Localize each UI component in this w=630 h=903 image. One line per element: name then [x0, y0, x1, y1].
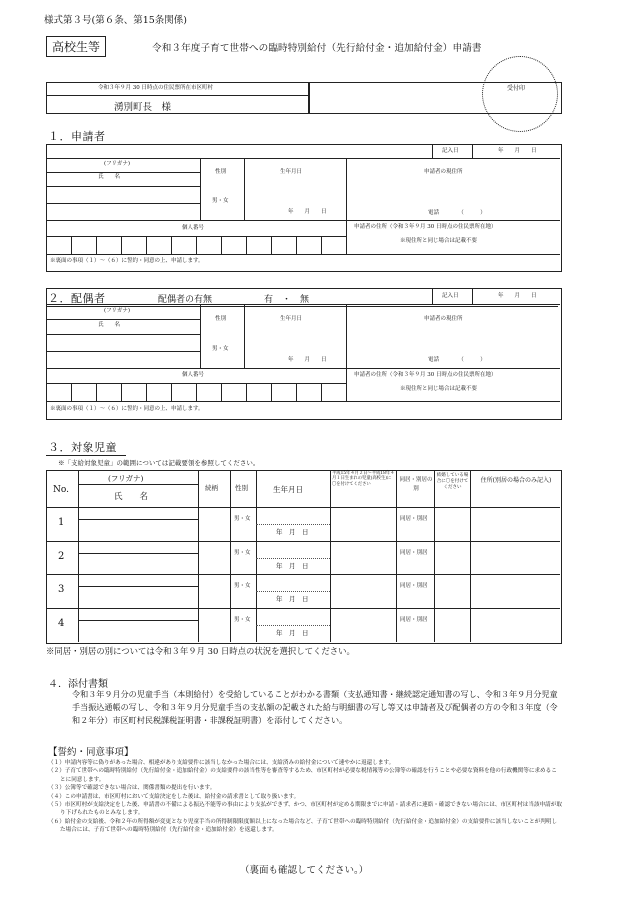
s2-consent: ※裏面の事項（１）～（６）に誓約・同意の上、申請します。 [50, 406, 204, 412]
s2-sex-label: 性別 [215, 316, 227, 322]
child-birth-divider [256, 591, 330, 593]
s2-furigana: (フリガナ) [104, 308, 131, 314]
digit-cell-divider [246, 383, 247, 401]
pledge-item: （３）公簿等で確認できない場合は、関係書類の提出を行います。 [48, 785, 216, 792]
col-cohab: 同居・別居の別 [399, 477, 433, 492]
s2-address-label: 申請者の現住所 [424, 316, 463, 322]
form-title: 令和３年度子育て世帯への臨時特別給付（先行給付金・追加給付金）申請書 [152, 43, 482, 54]
child-cohab-choice[interactable]: 同居・別居 [400, 583, 428, 589]
s2-sex-choice: 男・女 [212, 346, 229, 352]
child-birth-divider [256, 524, 330, 526]
digit-cell-divider [296, 383, 297, 401]
child-birth-value: 年 月 日 [276, 561, 309, 570]
col-sex: 性別 [235, 484, 248, 492]
digit-cell-divider [71, 383, 72, 401]
digit-cell-divider [96, 236, 97, 254]
pledge-item: （５）市区町村が支給決定をした後、申請書の不備による振込不能等の事由により支払ができず、かつ、市区町村が定める期限までに申請・請求者に連絡・確認できない場合には、市区町村は当該申請が取り下げられたものとみなします。 [48, 801, 562, 817]
digit-cell-divider [171, 236, 172, 254]
section1-heading: １．申請者 [48, 130, 106, 143]
pledge-list [48, 759, 562, 835]
digit-cell-divider [96, 383, 97, 401]
digit-cell-divider [271, 383, 272, 401]
child-sex-choice[interactable]: 男・女 [234, 516, 251, 522]
child-birth-divider [256, 625, 330, 627]
s3-note: ※「支給対象児童」の範囲については記載要領を参照してください。 [58, 459, 260, 467]
s1-sex-choice: 男・女 [212, 198, 229, 204]
s1-consent: ※裏面の事項（１）～（６）に誓約・同意の上、申請します。 [50, 258, 204, 264]
s1-individual-no-cells[interactable] [46, 236, 346, 254]
section4-heading: ４．添付書類 [48, 679, 108, 690]
digit-cell-divider [196, 383, 197, 401]
s2-birth-label: 生年月日 [280, 316, 303, 322]
digit-cell-divider [221, 383, 222, 401]
col-furigana: (フリガナ) [108, 474, 144, 483]
child-birth-value: 年 月 日 [276, 595, 309, 603]
form-number: 様式第３号(第６条、第15条関係) [44, 15, 188, 26]
digit-cell-divider [221, 236, 222, 254]
section3-heading: ３．対象児童 [48, 441, 117, 454]
digit-cell-divider [121, 236, 122, 254]
digit-cell-divider [121, 383, 122, 401]
pledge-item: （２）子育て世帯への臨時特別給付（先行給付金・追加給付金）の支給要件の該当性等を審査等するため、市区町村が必要な税情報等の公簿等の確認を行うことや必要な資料を他の行政機関等に求めることに同意します。 [48, 768, 557, 783]
s2-name-label: 氏 名 [98, 322, 121, 328]
s1-birth-value: 年 月 日 [288, 209, 327, 215]
s1-entry-date-value: 年 月 日 [498, 148, 537, 154]
child-row-number: 2 [58, 550, 65, 562]
s4-body: 令和３年９月分の児童手当（本則給付）を受給していることがわかる書類（支払通知書・継続認定通知書の写し、令和３年９月分児童手当振込通帳の写し、令和３年９月分児童手当の支払額の記載された給与明細書の写し等又は申請者及び配偶者の方の令和３年度（令和２年分）市区町村民税課税証明書・非課税証明書）を添付してください。 [72, 689, 558, 725]
addressee: 湧別町長 様 [114, 102, 172, 113]
digit-cell-divider [71, 236, 72, 254]
footer-note: （裏面も確認してください。） [240, 865, 369, 876]
s2-reg-note: ※現住所と同じ場合は記載不要 [400, 386, 478, 392]
digit-cell-divider [146, 236, 147, 254]
pledge-item: （６）給付金の支給後、令和２年の所得額が変更となり児童手当の所得制限限度額以上になった場合など、子育て世帯への臨時特別給付（先行給付金・追加給付金）の支給要件に該当しないことが判明した場合には、子育て世帯への臨時特別給付（先行給付金・追加給付金）を返還します。 [48, 818, 558, 834]
municipality-blank [308, 82, 562, 114]
s2-individual-no-cells[interactable] [46, 383, 346, 401]
digit-cell-divider [321, 236, 322, 254]
s1-phone: 電話 （ ） [428, 210, 486, 216]
stamp-label: 受付印 [507, 85, 526, 92]
col-benefit: 結婚している場合に〇を付けてください [436, 473, 469, 490]
child-sex-choice[interactable]: 男・女 [234, 616, 251, 623]
pledge-item: （１）申請内容等に偽りがあった場合、相違があり支給要件に該当しなかった場合には、支給済みの給付金について速やかに返還します。 [48, 760, 395, 766]
spouse-question: 配偶者の有無 [158, 295, 213, 305]
s2-phone: 電話 （ ） [428, 357, 486, 363]
pledge-item: （４）この申請書は、市区町村において支給決定をした後は、給付金の請求書として取り扱います。 [48, 793, 300, 800]
digit-cell-divider [246, 236, 247, 254]
digit-cell-divider [171, 383, 172, 401]
category-box: 高校生等 [46, 36, 106, 57]
child-birth-divider [256, 558, 330, 560]
child-sex-choice[interactable]: 男・女 [234, 583, 251, 589]
child-furigana-divider [78, 519, 198, 520]
child-row-number: 1 [58, 517, 65, 528]
s1-reg-address: 申請者の住所（令和３年９月 30 日時点の住民票所在地） [354, 224, 497, 230]
child-cohab-choice[interactable]: 同居・別居 [400, 516, 428, 522]
s1-address-label: 申請者の現住所 [424, 169, 463, 175]
s2-reg-address: 申請者の住所（令和３年９月 30 日時点の住民票所在地） [354, 372, 497, 378]
col-relation: 続柄 [205, 484, 218, 492]
pledge-heading: 【誓約・同意事項】 [48, 747, 134, 758]
child-birth-value: 年 月 日 [276, 528, 309, 536]
child-row-number: 3 [58, 584, 65, 595]
digit-cell-divider [146, 383, 147, 401]
child-furigana-divider [78, 553, 198, 554]
col-name: 氏 名 [114, 492, 149, 502]
s3-after-note: ※同居・別居の別については令和３年９月 30 日時点の状況を選択してください。 [46, 646, 355, 656]
child-row-number: 4 [58, 617, 65, 629]
child-row-border [46, 541, 560, 542]
digit-cell-divider [271, 236, 272, 254]
digit-cell-divider [196, 236, 197, 254]
child-furigana-divider [78, 620, 198, 621]
s2-birth-value: 年 月 日 [288, 357, 327, 363]
spouse-choice[interactable]: 有 ・ 無 [264, 295, 310, 305]
s1-furigana: (フリガナ) [104, 161, 131, 167]
s1-individual-no: 個人番号 [182, 225, 205, 231]
child-row-border [46, 608, 560, 609]
child-furigana-divider [78, 586, 198, 587]
s2-entry-date-value: 年 月 日 [498, 293, 537, 299]
s1-birth-label: 生年月日 [280, 169, 303, 175]
child-cohab-choice[interactable]: 同居・別居 [400, 549, 428, 556]
col-highschool-check: 平成15年４月２日～平成18年４月１日生まれの児童(高校生)に〇を付けてください [332, 471, 395, 487]
municipality-caption: 令和３年９月 30 日時点の住民票所在市区町村 [98, 85, 213, 91]
col-address: 住所(別居の場合のみ記入) [480, 477, 552, 484]
col-birth: 生年月日 [273, 485, 303, 494]
child-birth-value: 年 月 日 [276, 628, 309, 637]
s1-name-label: 氏 名 [98, 174, 121, 180]
s2-entry-date-label: 記入日 [442, 293, 459, 299]
s2-individual-no: 個人番号 [182, 372, 205, 378]
digit-cell-divider [296, 236, 297, 254]
section2-heading: ２．配偶者 [48, 292, 106, 305]
s1-reg-note: ※現住所と同じ場合は記載不要 [400, 238, 478, 244]
s1-entry-date-label: 記入日 [442, 148, 459, 154]
child-sex-choice[interactable]: 男・女 [234, 549, 251, 556]
col-no: No. [53, 485, 69, 495]
child-row-border [46, 574, 560, 575]
child-cohab-choice[interactable]: 同居・別居 [400, 616, 428, 623]
digit-cell-divider [321, 383, 322, 401]
s1-sex-label: 性別 [215, 169, 227, 175]
